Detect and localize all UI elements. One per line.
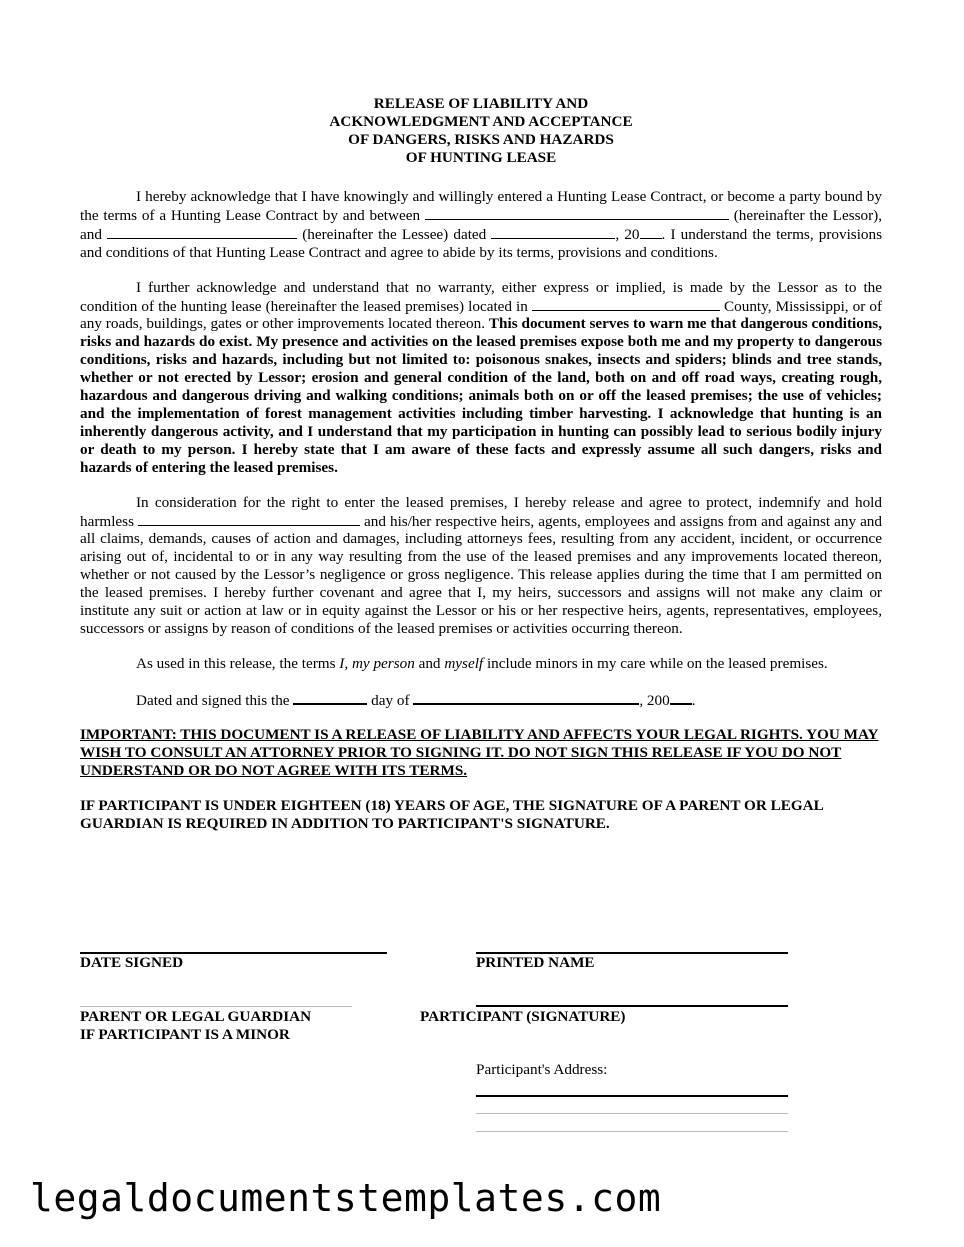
watermark-footer: legaldocumentstemplates.com	[30, 1176, 662, 1220]
lessee-name-field[interactable]	[107, 225, 297, 239]
paragraph-warranty: I further acknowledge and understand that no warranty, either express or implied, is made by the Lessor as to the condition of the hunting lease (hereinafter the leased premises) located in County, Mississippi, or of any roads, buildings, gates or other improvements located thereon. This document serves to warn me that dangerous conditions, risks and hazards do exist. My presence and activities on the leased premises expose both me and my property to dangerous conditions, risks and hazards, including but not limited to: poisonous snakes, insects and spiders; blinds and tree stands, whether or not erected by Lessor; erosion and general condition of the land, both on and off road ways, creating rough, hazardous and dangerous driving and walking conditions; animals both on or off the leased premises; the use of vehicles; and the implementation of forest management activities including timber harvesting. I acknowledge that hunting is an inherently dangerous activity, and I understand that my participation in hunting can possibly lead to serious bodily injury or death to my person. I hereby state that I am aware of these facts and expressly assume all such dangers, risks and hazards of entering the leased premises.	[80, 278, 882, 476]
document-title	[80, 95, 882, 167]
title-line: OF HUNTING LEASE	[405, 149, 557, 166]
address-line-1[interactable]	[476, 1095, 788, 1097]
parent-label-line2: IF PARTICIPANT IS A MINOR	[80, 1026, 290, 1043]
address-line-3[interactable]	[476, 1131, 788, 1132]
paragraph-release: In consideration for the right to enter the leased premises, I hereby release and agree to protect, indemnify and hold harmless and his/her respective heirs, agents, employees and assigns from and against any and all claims, demands, causes of action and damages, including attorneys fees, resulting from any accident, incident, or occurrence arising out of, incidental to or in any way resulting from the use of the leased premises and any improvements located thereon, whether or not caused by the Lessor’s negligence or gross negligence. This release applies during the time that I am permitted on the leased premises. I hereby further covenant and agree that I, my heirs, successors and assigns will not make any claim or institute any suit or action at law or in equity against the Lessor or his or her respective heirs, agents, representatives, employees, successors or assigns by reason of conditions of the leased premises or activities occurring thereon.	[80, 493, 882, 637]
date-field[interactable]	[491, 225, 615, 239]
participant-signature-label: PARTICIPANT (SIGNATURE)	[420, 1008, 626, 1025]
day-field[interactable]	[293, 690, 367, 705]
title-line: OF DANGERS, RISKS AND HAZARDS	[348, 131, 614, 148]
document-body	[80, 95, 882, 833]
paragraph-terms: As used in this release, the terms I, my person and myself include minors in my care while on the leased premises.	[136, 654, 828, 672]
held-harmless-name-field[interactable]	[138, 512, 360, 526]
parent-signature-line[interactable]	[80, 1006, 352, 1007]
parent-label-line1: PARENT OR LEGAL GUARDIAN	[80, 1008, 312, 1025]
signed-year-field[interactable]	[670, 690, 692, 705]
dated-signed-line: Dated and signed this the day of , 200 .	[136, 691, 696, 709]
date-signed-label: DATE SIGNED	[80, 954, 184, 971]
participant-address-label: Participant's Address:	[476, 1061, 608, 1078]
printed-name-label: PRINTED NAME	[476, 954, 595, 971]
title-line: RELEASE OF LIABILITY AND	[373, 95, 589, 112]
county-field[interactable]	[532, 297, 720, 311]
guardian-notice: IF PARTICIPANT IS UNDER EIGHTEEN (18) YEARS OF AGE, THE SIGNATURE OF A PARENT OR LEGAL GUARDIAN IS REQUIRED IN ADDITION TO PARTICIPANT'S SIGNATURE.	[80, 796, 823, 832]
paragraph-acknowledgment: I hereby acknowledge that I have knowingly and willingly entered a Hunting Lease Contract, or become a party bound by the terms of a Hunting Lease Contract by and between (hereinafter the Lessor), and (hereinafter the Lessee) dated , 20 . I understand the terms, provisions and conditions of that Hunting Lease Contract and agree to abide by its terms, provisions and conditions.	[80, 188, 883, 261]
important-notice: IMPORTANT: THIS DOCUMENT IS A RELEASE OF LIABILITY AND AFFECTS YOUR LEGAL RIGHTS. YOU MAY WISH TO CONSULT AN ATTORNEY PRIOR TO SIGNING IT. DO NOT SIGN THIS RELEASE IF YOU DO NOT UNDERSTAND OR DO NOT AGREE WITH ITS TERMS.	[80, 725, 879, 779]
participant-signature-line[interactable]	[476, 1005, 788, 1007]
address-line-2[interactable]	[476, 1113, 788, 1114]
lessor-name-field[interactable]	[425, 206, 729, 220]
year-field[interactable]	[640, 225, 662, 239]
title-line: ACKNOWLEDGMENT AND ACCEPTANCE	[329, 113, 633, 130]
month-field[interactable]	[413, 690, 639, 705]
